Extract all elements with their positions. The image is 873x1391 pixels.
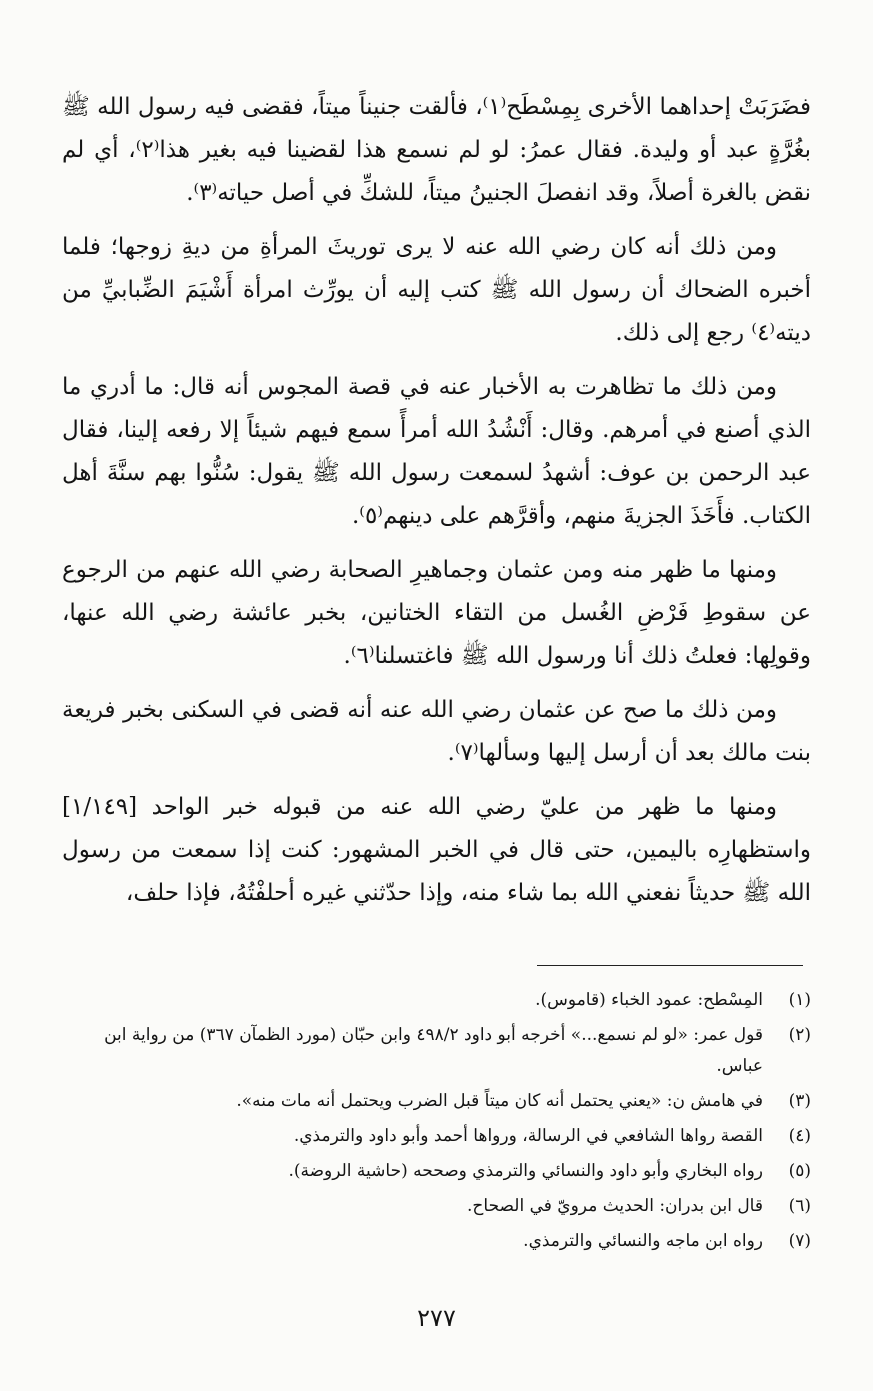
footnote (62, 1086, 811, 1117)
footnote (62, 1020, 811, 1082)
paragraph-1: فضَرَبَتْ إحداهما الأخرى بِمِسْطَح⁽١⁾، فألقت جنيناً ميتاً، فقضى فيه رسول الله ﷺ بغُرَّةٍ عبد أو وليدة. فقال عمرُ: لو لم نسمع هذا لقضينا فيه بغير هذا⁽٢⁾، أي لم نقض بالغرة أصلاً، وقد انفصلَ الجنينُ ميتاً، للشكِّ في أصل حياته⁽٣⁾. (62, 94, 811, 206)
footnote-text: رواه البخاري وأبو داود والنسائي والترمذي وصححه (حاشية الروضة). (288, 1161, 763, 1181)
footnote-separator (537, 965, 803, 966)
footnote-number: (٢) (788, 1025, 811, 1045)
page-number: ٢٧٧ (417, 1304, 456, 1332)
paragraph-6: ومنها ما ظهر من عليّ رضي الله عنه من قبوله خبر الواحد [١/١٤٩] واستظهارِه باليمين، حتى قال في الخبر المشهور: كنت إذا سمعت من رسول الله ﷺ حديثاً نفعني الله بما شاء منه، وإذا حدّثني غيره أحلفْتُهُ، فإذا حلف، (62, 794, 811, 906)
footnote-text: رواه ابن ماجه والنسائي والترمذي. (523, 1231, 763, 1251)
footnote-number: (١) (788, 990, 811, 1010)
footnotes (62, 985, 811, 1261)
footnote (62, 1156, 811, 1187)
paragraph-5: ومن ذلك ما صح عن عثمان رضي الله عنه أنه قضى في السكنى بخبر فريعة بنت مالك بعد أن أرسل إليها وسألها⁽٧⁾. (62, 697, 811, 766)
footnote-number: (٦) (788, 1196, 811, 1216)
footnote-text: قول عمر: «لو لم نسمع...» أخرجه أبو داود ٤٩٨/٢ وابن حبّان (مورد الظمآن ٣٦٧) من رواية ابن عباس. (104, 1025, 763, 1076)
footnote-number: (٥) (788, 1161, 811, 1181)
main-text (62, 86, 811, 926)
paragraph-2: ومن ذلك أنه كان رضي الله عنه لا يرى توريثَ المرأةِ من ديةِ زوجها؛ فلما أخبره الضحاك أن رسول الله ﷺ كتب إليه أن يورِّث امرأة أَشْيَمَ الضِّبابيِّ من ديته⁽٤⁾ رجع إلى ذلك. (62, 234, 811, 346)
footnote-number: (٤) (788, 1126, 811, 1146)
paragraph-4: ومنها ما ظهر منه ومن عثمان وجماهيرِ الصحابة رضي الله عنهم من الرجوع عن سقوطِ فَرْضِ الغُسل من التقاء الختانين، بخبر عائشة رضي الله عنها، وقولِها: فعلتُ ذلك أنا ورسول الله ﷺ فاغتسلنا⁽٦⁾. (62, 557, 811, 669)
footnote-text: القصة رواها الشافعي في الرسالة، ورواها أحمد وأبو داود والترمذي. (293, 1126, 763, 1146)
footnote-text: المِسْطح: عمود الخباء (قاموس). (535, 990, 763, 1010)
footnote-number: (٧) (788, 1231, 811, 1251)
paragraph-3: ومن ذلك ما تظاهرت به الأخبار عنه في قصة المجوس أنه قال: ما أدري ما الذي أصنع في أمرهم. وقال: أَنْشُدُ الله أمرأً سمع فيهم شيئاً إلا رفعه إلينا، فقال عبد الرحمن بن عوف: أشهدُ لسمعت رسول الله ﷺ يقول: سُنُّوا بهم سنَّةَ أهل الكتاب. فأَخَذَ الجزيةَ منهم، وأقرَّهم على دينهم⁽٥⁾. (62, 374, 811, 529)
footnote-number: (٣) (788, 1091, 811, 1111)
footnote (62, 1121, 811, 1152)
footnote (62, 1191, 811, 1222)
footnote-text: قال ابن بدران: الحديث مرويّ في الصحاح. (467, 1196, 763, 1216)
footnote (62, 1226, 811, 1257)
footnote-text: في هامش ن: «يعني يحتمل أنه كان ميتاً قبل الضرب ويحتمل أنه مات منه». (236, 1091, 763, 1111)
footnote (62, 985, 811, 1016)
